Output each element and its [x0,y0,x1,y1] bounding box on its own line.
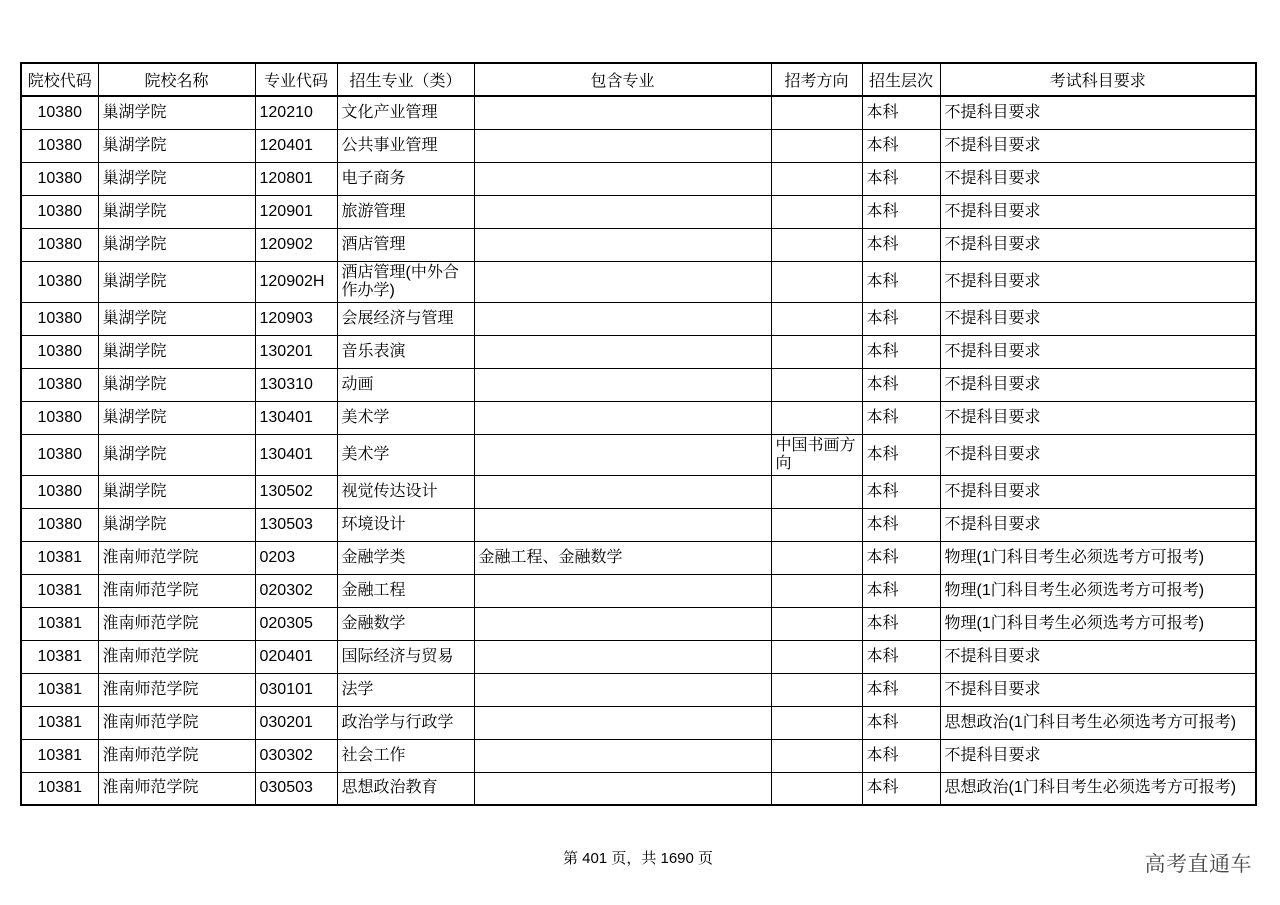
header-admission-direction: 招考方向 [771,63,862,96]
level-cell: 本科 [862,228,940,261]
table-row [21,434,1256,475]
major-name-cell: 政治学与行政学 [337,706,474,739]
subject-requirement-cell: 不提科目要求 [940,96,1256,129]
major-code-cell: 030302 [255,739,337,772]
admission-direction-cell [771,541,862,574]
major-name-cell: 公共事业管理 [337,129,474,162]
admission-direction-cell [771,673,862,706]
subject-requirement-cell: 不提科目要求 [940,228,1256,261]
table-row [21,508,1256,541]
subject-requirement-cell: 不提科目要求 [940,508,1256,541]
school-name-cell: 淮南师范学院 [98,640,255,673]
school-code-cell: 10380 [21,261,98,302]
major-name-cell: 酒店管理(中外合作办学) [337,261,474,302]
major-name-cell: 动画 [337,368,474,401]
admission-direction-cell [771,335,862,368]
table-row [21,401,1256,434]
table-row [21,673,1256,706]
subject-requirement-cell: 思想政治(1门科目考生必须选考方可报考) [940,706,1256,739]
level-cell: 本科 [862,673,940,706]
admission-direction-cell [771,228,862,261]
included-majors-cell [474,195,771,228]
school-name-cell: 巢湖学院 [98,434,255,475]
school-name-cell: 巢湖学院 [98,401,255,434]
admission-direction-cell [771,607,862,640]
included-majors-cell [474,434,771,475]
subject-requirement-cell: 不提科目要求 [940,739,1256,772]
included-majors-cell [474,574,771,607]
major-code-cell: 130310 [255,368,337,401]
header-major-name: 招生专业（类） [337,63,474,96]
school-name-cell: 巢湖学院 [98,195,255,228]
school-code-cell: 10380 [21,195,98,228]
major-name-cell: 环境设计 [337,508,474,541]
major-code-cell: 130503 [255,508,337,541]
admission-direction-cell [771,195,862,228]
school-code-cell: 10381 [21,607,98,640]
table-body [21,96,1256,805]
school-code-cell: 10380 [21,302,98,335]
included-majors-cell [474,475,771,508]
major-code-cell: 130201 [255,335,337,368]
included-majors-cell [474,640,771,673]
included-majors-cell [474,739,771,772]
major-name-cell: 社会工作 [337,739,474,772]
subject-requirement-cell: 不提科目要求 [940,195,1256,228]
subject-requirement-cell: 物理(1门科目考生必须选考方可报考) [940,574,1256,607]
school-name-cell: 淮南师范学院 [98,706,255,739]
table-row [21,195,1256,228]
page-number-footer: 第 401 页，共 1690 页 [562,850,714,867]
table-row [21,368,1256,401]
level-cell: 本科 [862,368,940,401]
major-code-cell: 020305 [255,607,337,640]
school-name-cell: 巢湖学院 [98,475,255,508]
subject-requirement-cell: 不提科目要求 [940,475,1256,508]
subject-requirement-cell: 不提科目要求 [940,302,1256,335]
subject-requirement-cell: 不提科目要求 [940,673,1256,706]
admission-direction-cell [771,96,862,129]
table-row [21,640,1256,673]
admission-direction-cell [771,261,862,302]
major-code-cell: 120902H [255,261,337,302]
major-name-cell: 美术学 [337,434,474,475]
table-row [21,228,1256,261]
subject-requirement-cell: 物理(1门科目考生必须选考方可报考) [940,607,1256,640]
major-name-cell: 会展经济与管理 [337,302,474,335]
level-cell: 本科 [862,607,940,640]
major-name-cell: 视觉传达设计 [337,475,474,508]
major-code-cell: 0203 [255,541,337,574]
school-code-cell: 10380 [21,162,98,195]
school-name-cell: 巢湖学院 [98,508,255,541]
major-name-cell: 美术学 [337,401,474,434]
major-code-cell: 130502 [255,475,337,508]
admission-direction-cell [771,706,862,739]
watermark-text: 高考直通车 [1144,853,1252,876]
school-name-cell: 巢湖学院 [98,302,255,335]
school-code-cell: 10380 [21,228,98,261]
level-cell: 本科 [862,401,940,434]
included-majors-cell [474,706,771,739]
school-code-cell: 10380 [21,475,98,508]
major-code-cell: 030101 [255,673,337,706]
level-cell: 本科 [862,706,940,739]
header-included-majors: 包含专业 [474,63,771,96]
school-name-cell: 巢湖学院 [98,96,255,129]
included-majors-cell [474,673,771,706]
school-code-cell: 10381 [21,673,98,706]
major-name-cell: 文化产业管理 [337,96,474,129]
included-majors-cell [474,508,771,541]
school-code-cell: 10381 [21,706,98,739]
school-code-cell: 10381 [21,541,98,574]
level-cell: 本科 [862,162,940,195]
subject-requirement-cell: 不提科目要求 [940,368,1256,401]
subject-requirement-cell: 不提科目要求 [940,401,1256,434]
major-code-cell: 020401 [255,640,337,673]
major-name-cell: 金融工程 [337,574,474,607]
major-name-cell: 音乐表演 [337,335,474,368]
table-row [21,302,1256,335]
header-school-name: 院校名称 [98,63,255,96]
school-code-cell: 10381 [21,574,98,607]
school-code-cell: 10380 [21,335,98,368]
table-row [21,261,1256,302]
school-code-cell: 10380 [21,508,98,541]
admission-direction-cell [771,574,862,607]
major-code-cell: 120401 [255,129,337,162]
level-cell: 本科 [862,574,940,607]
admission-direction-cell [771,640,862,673]
school-code-cell: 10381 [21,739,98,772]
table-row [21,739,1256,772]
level-cell: 本科 [862,640,940,673]
major-code-cell: 030503 [255,772,337,805]
school-name-cell: 巢湖学院 [98,129,255,162]
level-cell: 本科 [862,302,940,335]
level-cell: 本科 [862,96,940,129]
included-majors-cell [474,401,771,434]
admission-direction-cell [771,302,862,335]
school-name-cell: 淮南师范学院 [98,607,255,640]
school-name-cell: 巢湖学院 [98,368,255,401]
admission-direction-cell [771,129,862,162]
admission-direction-cell [771,739,862,772]
major-name-cell: 电子商务 [337,162,474,195]
included-majors-cell [474,772,771,805]
included-majors-cell [474,129,771,162]
table-row [21,574,1256,607]
admission-direction-cell [771,772,862,805]
school-name-cell: 巢湖学院 [98,335,255,368]
major-code-cell: 120902 [255,228,337,261]
level-cell: 本科 [862,195,940,228]
admission-direction-cell [771,401,862,434]
school-code-cell: 10381 [21,772,98,805]
major-code-cell: 020302 [255,574,337,607]
major-name-cell: 法学 [337,673,474,706]
major-name-cell: 旅游管理 [337,195,474,228]
subject-requirement-cell: 思想政治(1门科目考生必须选考方可报考) [940,772,1256,805]
table-row [21,129,1256,162]
admission-direction-cell [771,162,862,195]
level-cell: 本科 [862,772,940,805]
admission-direction-cell: 中国书画方向 [771,434,862,475]
school-name-cell: 淮南师范学院 [98,739,255,772]
table-row [21,772,1256,805]
admission-direction-cell [771,508,862,541]
subject-requirement-cell: 不提科目要求 [940,129,1256,162]
school-name-cell: 淮南师范学院 [98,574,255,607]
table-row [21,607,1256,640]
included-majors-cell [474,228,771,261]
included-majors-cell [474,162,771,195]
table-row [21,706,1256,739]
major-name-cell: 金融数学 [337,607,474,640]
school-name-cell: 淮南师范学院 [98,673,255,706]
school-name-cell: 淮南师范学院 [98,541,255,574]
included-majors-cell [474,96,771,129]
table-row [21,475,1256,508]
major-name-cell: 金融学类 [337,541,474,574]
major-code-cell: 130401 [255,401,337,434]
school-code-cell: 10380 [21,96,98,129]
level-cell: 本科 [862,434,940,475]
major-code-cell: 120903 [255,302,337,335]
header-row [21,63,1256,96]
level-cell: 本科 [862,508,940,541]
major-code-cell: 120901 [255,195,337,228]
included-majors-cell [474,368,771,401]
school-code-cell: 10380 [21,129,98,162]
major-code-cell: 030201 [255,706,337,739]
school-name-cell: 淮南师范学院 [98,772,255,805]
major-name-cell: 思想政治教育 [337,772,474,805]
table-header [21,63,1256,96]
level-cell: 本科 [862,261,940,302]
school-code-cell: 10380 [21,368,98,401]
included-majors-cell [474,335,771,368]
school-code-cell: 10380 [21,401,98,434]
level-cell: 本科 [862,475,940,508]
major-name-cell: 酒店管理 [337,228,474,261]
major-name-cell: 国际经济与贸易 [337,640,474,673]
table-row [21,335,1256,368]
major-code-cell: 120210 [255,96,337,129]
included-majors-cell: 金融工程、金融数学 [474,541,771,574]
header-school-code: 院校代码 [21,63,98,96]
included-majors-cell [474,261,771,302]
subject-requirement-cell: 不提科目要求 [940,434,1256,475]
table-row [21,96,1256,129]
level-cell: 本科 [862,739,940,772]
subject-requirement-cell: 不提科目要求 [940,640,1256,673]
header-subject-requirement: 考试科目要求 [940,63,1256,96]
major-code-cell: 120801 [255,162,337,195]
subject-requirement-cell: 不提科目要求 [940,335,1256,368]
school-name-cell: 巢湖学院 [98,261,255,302]
included-majors-cell [474,302,771,335]
subject-requirement-cell: 物理(1门科目考生必须选考方可报考) [940,541,1256,574]
table-row [21,541,1256,574]
admission-direction-cell [771,368,862,401]
included-majors-cell [474,607,771,640]
major-code-cell: 130401 [255,434,337,475]
table-row [21,162,1256,195]
level-cell: 本科 [862,335,940,368]
subject-requirement-cell: 不提科目要求 [940,261,1256,302]
school-code-cell: 10380 [21,434,98,475]
admission-direction-cell [771,475,862,508]
school-code-cell: 10381 [21,640,98,673]
school-name-cell: 巢湖学院 [98,162,255,195]
header-major-code: 专业代码 [255,63,337,96]
level-cell: 本科 [862,129,940,162]
subject-requirement-cell: 不提科目要求 [940,162,1256,195]
level-cell: 本科 [862,541,940,574]
admission-table [20,62,1257,806]
school-name-cell: 巢湖学院 [98,228,255,261]
header-level: 招生层次 [862,63,940,96]
